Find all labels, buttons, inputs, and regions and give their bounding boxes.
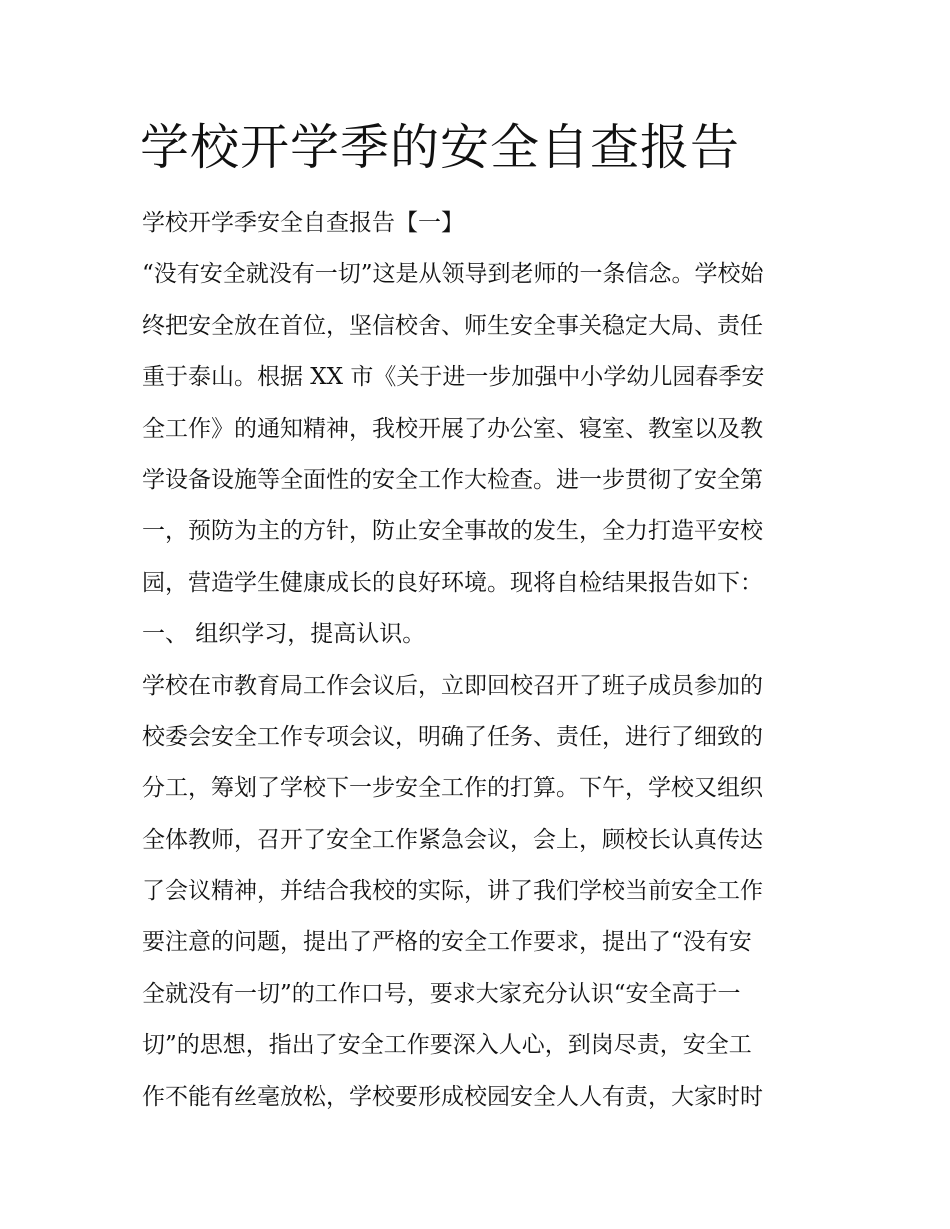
subsection-heading: 一、 组织学习，提高认识。	[142, 621, 426, 648]
document-title: 学校开学季的安全自查报告	[140, 119, 741, 176]
paragraph-line: 学设备设施等全面性的安全工作大检查。进一步贯彻了安全第	[142, 466, 763, 493]
paragraph-line: 要注意的问题，提出了严格的安全工作要求，提出了“没有安	[142, 929, 752, 956]
section-heading: 学校开学季安全自查报告【一】	[142, 210, 464, 236]
document-body	[142, 198, 822, 1123]
paragraph-line: 全就没有一切”的工作口号，要求大家充分认识“安全高于一	[142, 980, 741, 1007]
paragraph-line: 一，预防为主的方针，防止安全事故的发生，全力打造平安校	[142, 518, 763, 545]
paragraph-line: 全体教师，召开了安全工作紧急会议，会上，顾校长认真传达	[142, 826, 763, 853]
paragraph-line: 园，营造学生健康成长的良好环境。现将自检结果报告如下：	[142, 569, 763, 596]
paragraph-line: 切”的思想，指出了安全工作要深入人心，到岗尽责，安全工	[142, 1032, 752, 1059]
paragraph-line: “没有安全就没有一切”这是从领导到老师的一条信念。学校始	[142, 261, 764, 288]
paragraph-line: 重于泰山。根据 XX 市《关于进一步加强中小学幼儿园春季安	[142, 364, 765, 391]
paragraph-line: 学校在市教育局工作会议后，立即回校召开了班子成员参加的	[142, 672, 763, 699]
paragraph-line: 校委会安全工作专项会议，明确了任务、责任，进行了细致的	[142, 723, 763, 750]
paragraph-line: 终把安全放在首位，坚信校舍、师生安全事关稳定大局、责任	[142, 312, 763, 339]
paragraph-line: 全工作》的通知精神，我校开展了办公室、寝室、教室以及教	[142, 415, 763, 442]
paragraph-line: 了会议精神，并结合我校的实际，讲了我们学校当前安全工作	[142, 878, 763, 905]
paragraph-line: 分工，筹划了学校下一步安全工作的打算。下午，学校又组织	[142, 775, 763, 802]
paragraph-line: 作不能有丝毫放松，学校要形成校园安全人人有责，大家时时	[142, 1083, 763, 1110]
